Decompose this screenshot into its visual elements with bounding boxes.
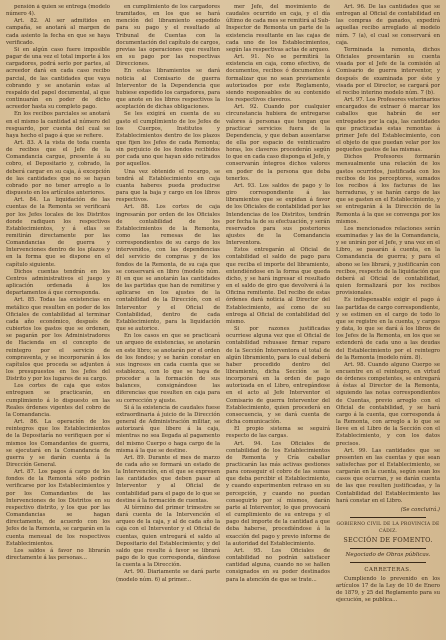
paragraph: En estas libramientos se dará noticia al Comisario de guerra Interventor de la Dependencia que hubiese expedido los cargadores, para que anote en los libros respectivos la aceptación de dichas obligaciones. [116,68,220,111]
column-4 [336,4,440,632]
paragraph: Una vez obtenido el recargo, se tendrá al Establecimiento en caja cuanta haberes pueda producirse para que la baja y cargo en los libros respectivos. [116,168,220,204]
paragraph: Art. 96. De las cantidades que se entregan al Oficial de contabilidad en las compras de ganados, expedirá aquellas recibo arreglado al modelo núm. 7 (a), el cual se conservará en caja. [336,4,440,46]
paragraph: Art. 90. Diariamente se dará parte (modelo núm. 6) al primer... [116,569,220,583]
paragraph: Art. 94. Los Oficiales de contabilidad de los Establecimientos de Remonta y Cría caballar practicarán las más activas gestiones para conseguir el cobro de las sumas que deba percibir el Establecimiento, y cuando experimenten retraso en su percepción, y cuando no puedan conseguirlo por sí mismos, darán parte al Interventor, lo que provocará el cumplimiento de su entrega y el pago del importe de la cantidad a que deba haberse, procediéndose á la exacción del pago y previo informe de la autoridad del Establecimiento. [226,440,330,547]
paragraph: Los saldos á favor no librarán directamente á las personas... [6,547,110,562]
paragraph: Art. 95. Los Oficiales de contabilidad no podrán satisfacer cantidad alguna, cuando no se hallen consignados en su poder destinados para la atención de que se trate... [226,547,330,583]
government-heading: GOBIERNO CIVIL DE LA PROVINCIA DE CÁDIZ. [336,522,440,535]
divider [350,548,426,549]
paragraph: Art. 97. Los Profesores veterinarios encargados de extraer ó marcar los caballos que habrán de ser entregados por la caja, las cantidades que practicadas estas remontas á primer Jefe del Establecimiento, con el objeto de que puedan velar por los pequeños gastos de las mismas. [336,97,440,154]
paragraph: Art. 93. Los saldos de pago y lo giro correspondiente á las libramientos que se expidan á favor de los Oficiales de contabilidad por las Intendencias de los Distritos, tendrán por fecha la de su efectuación, y serán reservados para sus posteriores ajustes de la Comandancia Interventora. [226,182,330,247]
paragraph: Los mencionados relaciones serán examinadas y las de la Comandancia, y se unirán por el Jefe, y una vez en el Libro, se pasarán á cuenta, en la Comandancia de guerra; y para el abono se les librará, y justificarán con recibos, respecto de la liquidación que deberá al Oficial de contabilidad, quien formalizará por los recibos provisionales. [336,225,440,297]
paragraph: Estos entregarán al Oficial de contabilidad el saldo de pago para que reciba el importe del libramiento, entendiéndose en la forma que queda dicho, y se hará ingresar el resultado en el saldo de giro que devolverá á la Oficina remitente. Del recibo de estas órdenes dará noticia al Director del Establecimiento, así como de su entrega al Oficial de contabilidad del mismo. [226,247,330,325]
paragraph: Se les exigirá en cuenta de su gasto el cumplimiento de los Jefes de los Cuerpos, Institutos y Establecimientos dentro de los plazos que fijen los Jefes de cada Remonta; sin perjuicio de los fondos recibidos por cada uno que hayan sido retirados por aquellos. [116,111,220,168]
paragraph: pensión á quien se entrega (modelo número 4). [6,4,110,18]
paragraph: Si á la existencia de caudales fuese extraordinaria á juicio de la Dirección general de Administración militar, se autorizará que libere á la caja, mientras no sea llegada al pagamento del mismo Cuerpo o haga cargo de la misma á la que se destine. [116,404,220,454]
column-1 [6,4,110,632]
paragraph: El propio sistema se seguirá respecto de las cargas. [226,426,330,440]
paragraph: Art. 89. Durante el mes de marzo de cada año se formará un estado de la Intervención, en el que se expresen las cantidades que deben pasar al Interventor y al Oficial de contabilidad para el pago de lo que se destine á la formación de cuentas. [116,454,220,504]
paragraph: Art. 88. Los cortes de caja ingresarán por orden de los Oficiales de contabilidad de los Establecimientos de la Remonta, como las remesas de las correspondientes de su cargo de los intervenidos, con las dependencias del servicio de compras y de los fondos de la Remonta, de su caja que se conservará en libro (modelo núm. 8) en que se anotarán las cantidades de las partidas que han de remitirse y aplicarse en los ajustes de la contabilidad de la Dirección, con el Interventor y el Oficial de Contabilidad, dentro de cada Establecimiento, para la liquidación que se autorice. [116,204,220,333]
paragraph: Dichos Profesores formarán mensualmente una relación de los gastos ocurridos, justificada con los recibos de los perceptores, sumados los recibos á los facturas de las herraduras, y se harán cargo de las que se gasten en el Establecimiento, y se entregarán á la Dirección de la Remonta á la que se convenga por los mismos. [336,154,440,225]
divider [350,562,426,563]
paragraph: Art. 87. Los pagos á cargo de los fondos de la Remonta sólo podrán verificarse por los Establecimientos y por los Comandantes de las Intervenciones de los Distritos en su respectivo distrito, y los que por las Comandancias se hagan directamente, de acuerdo con los Jefes de la Remonta, se cargarán en la cuenta mensual de los respectivos Establecimientos. [6,469,110,547]
paragraph: Cumpliendo lo prevenido en los artículos 17 de la Ley de 10 de Enero de 1879, y 25 del Reglamento para su ejecución, se publica... [336,575,440,604]
paragraph: Art. 83. A la vista de toda cuenta de recibos que el Jefe de la Comandancia cargue, presente á su cobro, el Depositario y, cobrado, la deberá cargar en su caja, á excepción de las cantidades que no se hayan cobrado por no tener arreglo a lo dispuesto en los artículos anteriores. [6,139,110,197]
paragraph: Art. 86. La operación de los reintegros que los Establecimientos de la Depositaría no verifiquen por sí mismos los Comandantes de guerra, se ejecutará en la Comandancia de guerra y se darán cuenta á la Dirección General. [6,419,110,468]
paragraph: Art. 84. La liquidación de las cuentas de la Remonta se verificará por los Jefes locales de los Distritos donde radiquen los respectivos Establecimientos, y á ellas se remitirán directamente por las Comandancias de guerra y Intervenciones dentro de los plazos y en la forma que se dispone en el capítulo siguiente. [6,197,110,268]
paragraph: Si en algún caso fuere imposible pagar de una vez el total importe á los cargadores, podrá serlo por partes, al acreedor dará en cada caso recibo parcial, de las cantidades que vaya cobrando y se anotarán estas al respaldo del papel documental, al que continuarán en poder de dicho acreedor hasta su completo pago. [6,46,110,111]
continuation-note: (Se concluirá.) [400,506,440,513]
column-3 [226,4,330,632]
paragraph: Art. 99. Las cantidades que se presenten en las cuentas y que sean satisfechas por el Establecimiento, se cargarán en la cuenta, según sean los casos que ocurran, y se darán cuenta de las que resulten justificadas, y la Contabilidad del Establecimiento las hará constar en el Libro. [336,447,440,504]
paragraph: Art. 85. Todas las existencias en metálico que resulten en poder de los Oficiales de contabilidad al terminar cada año económico, después de cubiertos los gastos que se ordenen, se pagarán por los Administradores de Hacienda en el concepto de reintegro por el servicio de compraventa, y se incorporarán á los capítulos que proceda se adjunten á los presupuestos en los Jefes del Distrito y por los lugares de su cargo. [6,297,110,383]
paragraph: Dichos cuentas tendrán en los Centros administrativos el juego y aplicación ordenada á los departamentos á que corresponda. [6,268,110,297]
section-title: SECCIÓN DE FOMENTO. [343,536,433,545]
paragraph: mer Jefe, del movimiento de caudales ocurrido en caja, y el día último de cada mes se remitirá al Sub-Inspector de Remonta un parte de la existencia resultante en las cajas de cada uno de los Establecimientos, según las respectivas actas de arqueo. [226,4,330,53]
divider [350,517,426,518]
text-columns [6,4,440,632]
roads-heading: CARRETERAS. [364,566,412,573]
paragraph: Art. 91. No se permitirá la existencia en caja, como efectivo, de documentos, recibos ó documentos á formalizar que no sean previamente autorizados por este Reglamento, siendo responsables de su contenido los respectivos claveros. [226,54,330,104]
column-2 [116,4,220,632]
subsection-title: Negociado de Obras públicas. [345,551,431,558]
paragraph: En los casos en que se practicará un arqueo de existencias, se anotarán en este libro; se anotarán por el orden de los fondos; y se harán constar en sus ingresos en cada cuenta que se establezca, con lo que se haya de proceder a la formación de sus balances, consignándose las diferencias que resulten en caja para su corrección y ajuste. [116,333,220,404]
paragraph: Art. 82. Al ser admitidos en campaña, se anotará al margen de cada asiento la fecha en que se haya verificado. [6,18,110,46]
paragraph: Terminada la remonta, dichos Oficiales presentarán su cuenta visada por el Jefe de la comisión al Comisario de guerra interventor, y después de examinada por éste y visada por el Director, se cargará por el recibo interino modelo núm. 7 (b). [336,46,440,96]
paragraph: en cumplimiento de los cargadores tramitados, en los que se hará mención del libramiento expedido para su pago y el resultado al Tribunal de Cuentas con la documentación del capítulo de cargos, previas las operaciones que resulten en su pago por las respectivas Direcciones. [116,4,220,68]
paragraph: Es indispensable exigir el pago á las partidas de cargo correspondiente, y se estimen en el cargo de todo lo que se registre en la cuenta, y cargos y data, lo que se dará á los libros de los Jefes de la Remonta, en los que se extenderá de cada uno a las deudas del Establecimiento por el reintegro de la Remonta (modelo núm. 8). [336,297,440,361]
paragraph: Al término del primer trimestre se dará cuenta de la Intervención el arqueo de la caja, y al de cada año la caja con el Interventor y el Oficial de cuentas, quien entregará el saldo al Depositario del Establecimiento; y del saldo que resulte á favor se librará pago de lo que corresponda, dándose la cuenta a la Dirección. [116,504,220,569]
paragraph: Los cortes de caja que estos entreguen se practicarán, en cumplimiento á lo dispuesto en las Reales órdenes vigentes del cobro de la Comandancia. [6,383,110,418]
paragraph: Si por razones justificadas ocurriese alguna vez que el Oficial de contabilidad rehusase firmar reparo de la Sección Interventora el total de algún libramiento, para lo cual deberá haber procedido dentro del libramiento, dicha Sección se le incorporará en la orden de pago autorizada en el Libro, entregándose en el acto al Jefe Interventor el Comisario de guerra Interventor del Establecimiento, quien procederá en consecuencia, y se dará cuenta de dicha comunicación. [226,326,330,426]
paragraph: Art. 98. Cuando alguno Cuerpo se encuentre en el reintegro, en virtud de órdenes competentes, se entregará á éstas al Director de la Remonta, siguiendo las notas correspondientes de Cuentas, previo arreglo con el Oficial de contabilidad, y se hará cargo á la cuenta, que corresponda á la Remonta, con arreglo a lo que se lleve en el Libro de la Sección con el Establecimiento, y con los datos precisos. [336,361,440,447]
paragraph: Art. 92. Cuando por cualquier circunstancia hubiera de entregarse valores á personas que tengan que practicar servicios fuera de la Dependencia, y que deban ausentarse de ella por espacio de veinticuatro horas, los claveros procederán según lo que en cada caso disponga el Jefe, y conservarán íntegros dichos valores en poder de la persona que deba tenerlos. [226,104,330,182]
paragraph: En los recibos parciales se anotará en el mismo la cantidad al número del resguardo, por cuenta del cual se haya hecho el pago á que se refiere. [6,111,110,139]
